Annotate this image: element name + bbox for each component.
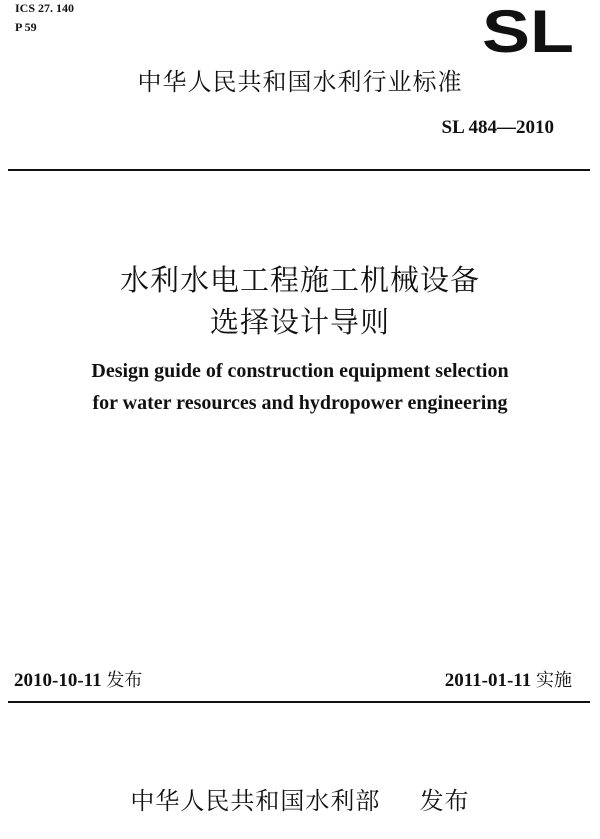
ics-code: ICS 27. 140	[15, 1, 75, 15]
implementation-date: 2011-01-11	[444, 670, 532, 691]
bottom-divider	[8, 701, 590, 703]
publisher-action: 发布	[419, 787, 470, 815]
top-divider	[8, 169, 590, 171]
issue-date-block	[14, 666, 142, 692]
title-english-line1: Design guide of construction equipment selection	[91, 360, 509, 382]
implementation-date-block	[445, 666, 572, 692]
title-chinese-line1: 水利水电工程施工机械设备	[119, 263, 480, 297]
title-english-line2: for water resources and hydropower engineering	[92, 392, 508, 414]
publisher-name: 中华人民共和国水利部	[130, 787, 381, 815]
organization-heading: 中华人民共和国水利行业标准	[137, 68, 463, 96]
issue-date: 2010-10-11	[14, 670, 102, 691]
sl-logo	[480, 2, 578, 58]
implementation-label: 实施	[536, 670, 572, 691]
classification-code: P 59	[15, 20, 37, 34]
title-chinese-line2: 选择设计导则	[209, 305, 390, 339]
publisher-line	[0, 781, 600, 816]
svg-text:SL: SL	[482, 2, 574, 58]
standard-number: SL 484—2010	[441, 117, 554, 138]
issue-label: 发布	[106, 670, 143, 691]
